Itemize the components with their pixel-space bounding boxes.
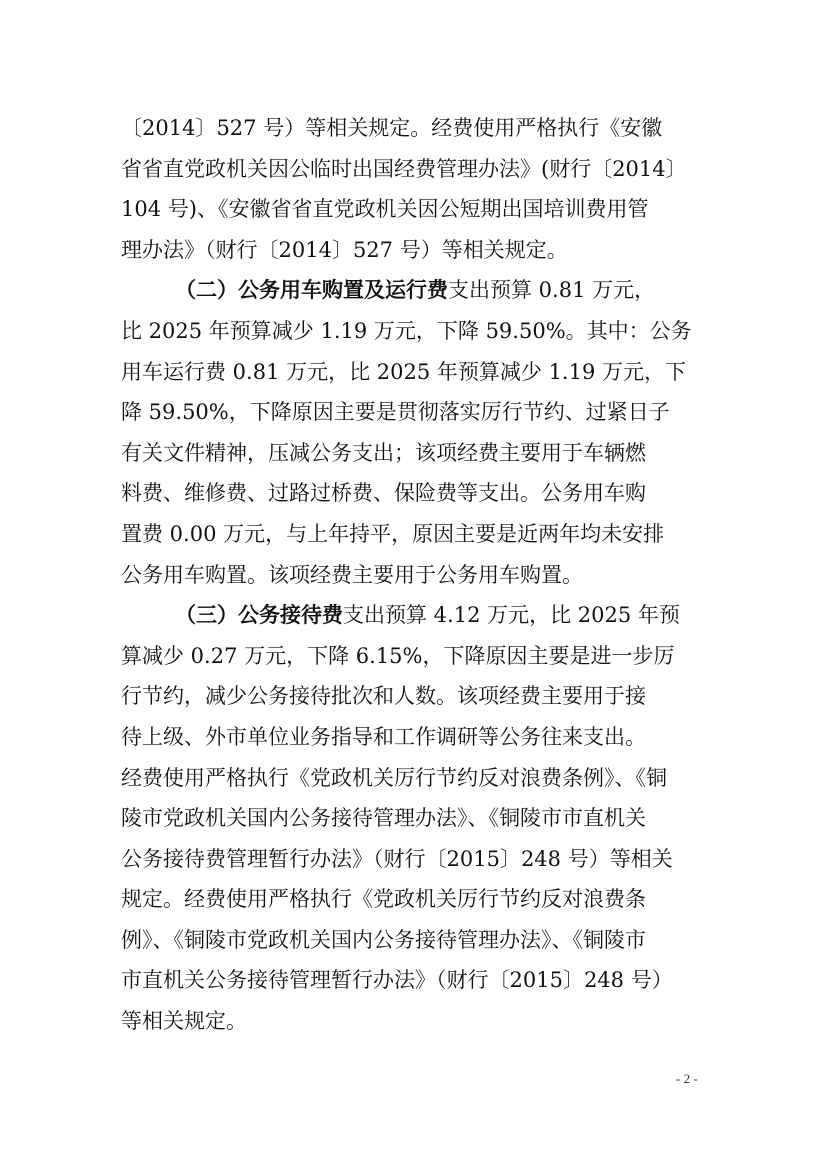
paragraph-line: 经费使用严格执行《党政机关厉行节约反对浪费条例》、《铜 xyxy=(121,765,667,790)
paragraph-line: 省省直党政机关因公临时出国经费管理办法》(财行〔2014〕 xyxy=(121,156,687,181)
paragraph-line: 104 号)、《安徽省省直党政机关因公短期出国培训费用管 xyxy=(121,197,649,222)
paragraph-line: 等相关规定。 xyxy=(121,1009,247,1034)
paragraph-line: 算减少 0.27 万元，下降 6.15%，下降原因主要是进一步厉 xyxy=(121,643,675,668)
section-3-first-line xyxy=(121,595,705,636)
section-3-lead-text: 支出预算 4.12 万元，比 2025 年预 xyxy=(343,603,680,628)
paragraph-line: 待上级、外市单位业务指导和工作调研等公务往来支出。 xyxy=(121,724,646,749)
paragraph-line: 公务用车购置。该项经费主要用于公务用车购置。 xyxy=(121,562,583,587)
paragraph-line: 例》、《铜陵市党政机关国内公务接待管理办法》、《铜陵市 xyxy=(121,927,646,952)
paragraph-line: 公务接待费管理暂行办法》（财行〔2015〕248 号）等相关 xyxy=(121,846,673,871)
page-number: - 2 - xyxy=(676,1071,698,1086)
document-body xyxy=(121,108,705,1042)
paragraph-line: 〔2014〕527 号）等相关规定。经费使用严格执行《安徽 xyxy=(121,116,663,140)
paragraph-line: 降 59.50%，下降原因主要是贯彻落实厉行节约、过紧日子 xyxy=(121,400,670,425)
section-3-heading: （三）公务接待费 xyxy=(175,603,343,628)
paragraph-line: 比 2025 年预算减少 1.19 万元，下降 59.50%。其中：公务 xyxy=(121,318,692,343)
section-2-first-line xyxy=(121,270,705,311)
section-2-lead-text: 支出预算 0.81 万元， xyxy=(448,278,656,303)
paragraph-line: 行节约，减少公务接待批次和人数。该项经费主要用于接 xyxy=(121,684,646,709)
paragraph-line: 置费 0.00 万元，与上年持平，原因主要是近两年均未安排 xyxy=(121,521,665,546)
paragraph-line: 有关文件精神，压减公务支出；该项经费主要用于车辆燃 xyxy=(121,440,646,465)
paragraph-line: 市直机关公务接待管理暂行办法》（财行〔2015〕248 号） xyxy=(121,968,673,993)
paragraph-line: 规定。经费使用严格执行《党政机关厉行节约反对浪费条 xyxy=(121,887,646,912)
paragraph-line: 料费、维修费、过路过桥费、保险费等支出。公务用车购 xyxy=(121,481,646,506)
paragraph-line: 理办法》（财行〔2014〕527 号）等相关规定。 xyxy=(121,237,568,262)
paragraph-line: 陵市党政机关国内公务接待管理办法》、《铜陵市市直机关 xyxy=(121,806,646,831)
paragraph-line: 用车运行费 0.81 万元，比 2025 年预算减少 1.19 万元，下 xyxy=(121,359,687,384)
section-2-heading: （二）公务用车购置及运行费 xyxy=(175,278,448,303)
